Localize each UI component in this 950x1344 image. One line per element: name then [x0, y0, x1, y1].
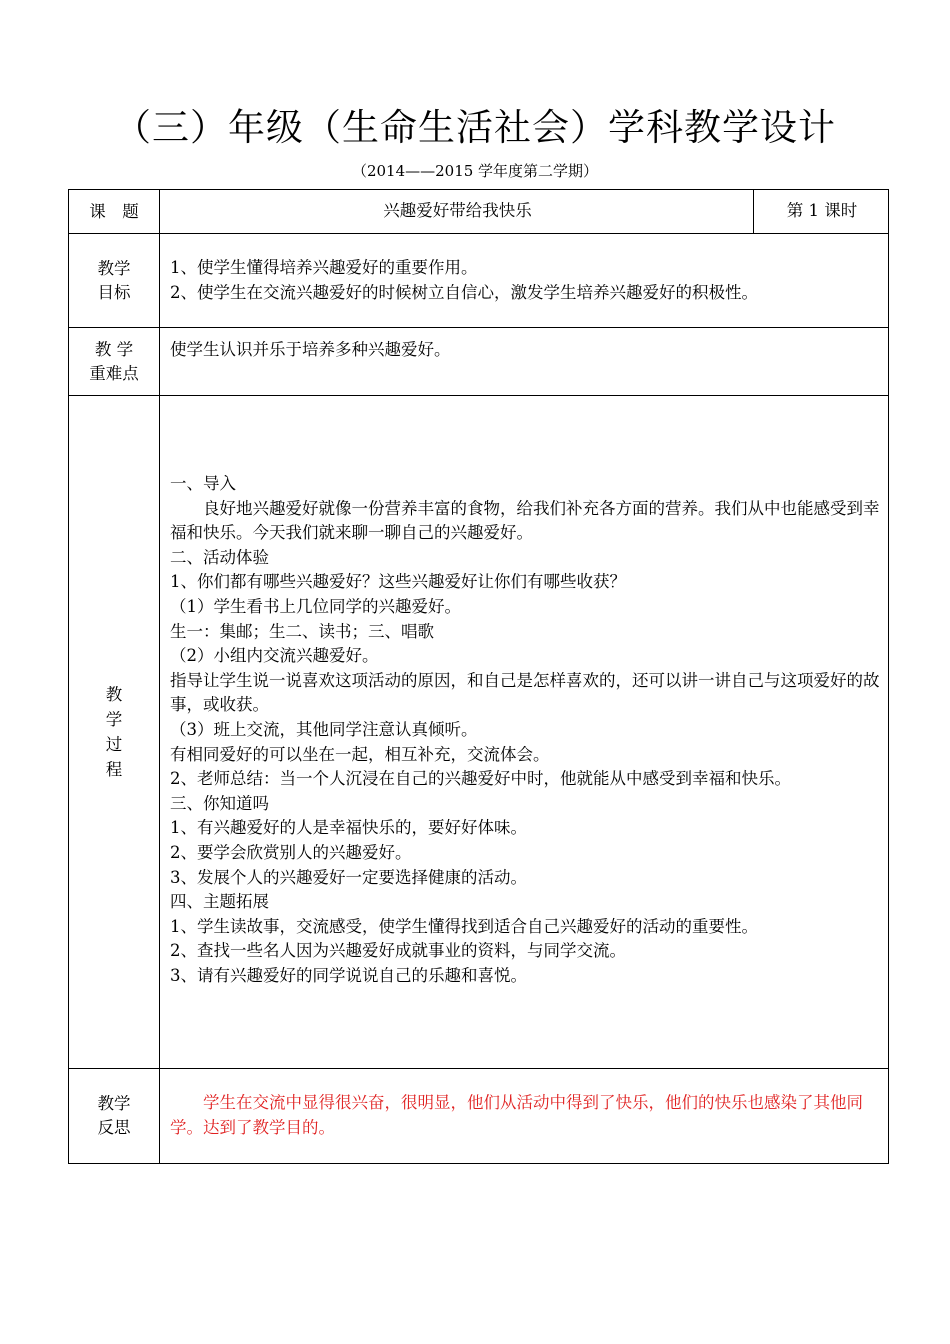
- lesson-plan-table: [68, 189, 889, 1164]
- key-points-row: [69, 328, 889, 396]
- reflection-row: [69, 1069, 889, 1164]
- lesson-count: 第 1 课时: [754, 190, 889, 234]
- process-line: （2）小组内交流兴趣爱好。: [170, 646, 379, 666]
- reflection-label: 教学 反思: [69, 1069, 160, 1164]
- goal-line: 1、使学生懂得培养兴趣爱好的重要作用。: [170, 257, 478, 277]
- goal-line: 2、使学生在交流兴趣爱好的时候树立自信心，激发学生培养兴趣爱好的积极性。: [170, 282, 758, 302]
- process-line: 2、查找一些名人因为兴趣爱好成就事业的资料，与同学交流。: [170, 941, 626, 961]
- paragraph: 指导让学生说一说喜欢这项活动的原因，和自己是怎样喜欢的，还可以讲一讲自己与这项爱好的故事，或收获。: [170, 670, 880, 715]
- section-heading: 二、活动体验: [170, 547, 269, 567]
- key-points-label: 教 学 重难点: [69, 328, 160, 396]
- reflection-content: 学生在交流中显得很兴奋，很明显，他们从活动中得到了快乐，他们的快乐也感染了其他同学。达到了教学目的。: [160, 1069, 889, 1164]
- process-row: [69, 396, 889, 1069]
- process-line: 3、请有兴趣爱好的同学说说自己的乐趣和喜悦。: [170, 965, 527, 985]
- page-title: （三）年级（生命生活社会）学科教学设计: [114, 106, 836, 149]
- topic-value: 兴趣爱好带给我快乐: [160, 190, 754, 234]
- goals-row: [69, 234, 889, 328]
- topic-label: 课 题: [69, 190, 160, 234]
- goals-label: 教学 目标: [69, 234, 160, 328]
- goals-content: [160, 234, 889, 328]
- process-line: 生一：集邮；生二、读书；三、唱歌: [170, 621, 434, 641]
- section-heading: 四、主题拓展: [170, 892, 269, 912]
- process-line: 有相同爱好的可以坐在一起，相互补充，交流体会。: [170, 744, 550, 764]
- section-heading: 一、导入: [170, 474, 236, 493]
- process-line: （3）班上交流，其他同学注意认真倾听。: [170, 719, 478, 739]
- topic-row: [69, 190, 889, 234]
- process-line: （1）学生看书上几位同学的兴趣爱好。: [170, 596, 461, 616]
- process-line: 1、有兴趣爱好的人是幸福快乐的，要好好体味。: [170, 818, 527, 838]
- process-line: 1、你们都有哪些兴趣爱好？这些兴趣爱好让你们有哪些收获？: [170, 572, 626, 592]
- process-content: [160, 396, 889, 1069]
- process-line: 2、要学会欣赏别人的兴趣爱好。: [170, 842, 412, 862]
- section-heading: 三、你知道吗: [170, 793, 269, 813]
- process-line: 3、发展个人的兴趣爱好一定要选择健康的活动。: [170, 867, 527, 887]
- process-line: 1、学生读故事，交流感受，使学生懂得找到适合自己兴趣爱好的活动的重要性。: [170, 916, 758, 936]
- school-year-subtitle: （2014——2015 学年度第二学期）: [351, 162, 599, 180]
- key-points-content: 使学生认识并乐于培养多种兴趣爱好。: [160, 328, 889, 396]
- process-line: 2、老师总结：当一个人沉浸在自己的兴趣爱好中时，他就能从中感受到幸福和快乐。: [170, 769, 791, 789]
- process-label: 教 学 过 程: [69, 396, 160, 1069]
- paragraph: 良好地兴趣爱好就像一份营养丰富的食物，给我们补充各方面的营养。我们从中也能感受到幸福和快乐。今天我们就来聊一聊自己的兴趣爱好。: [170, 498, 880, 543]
